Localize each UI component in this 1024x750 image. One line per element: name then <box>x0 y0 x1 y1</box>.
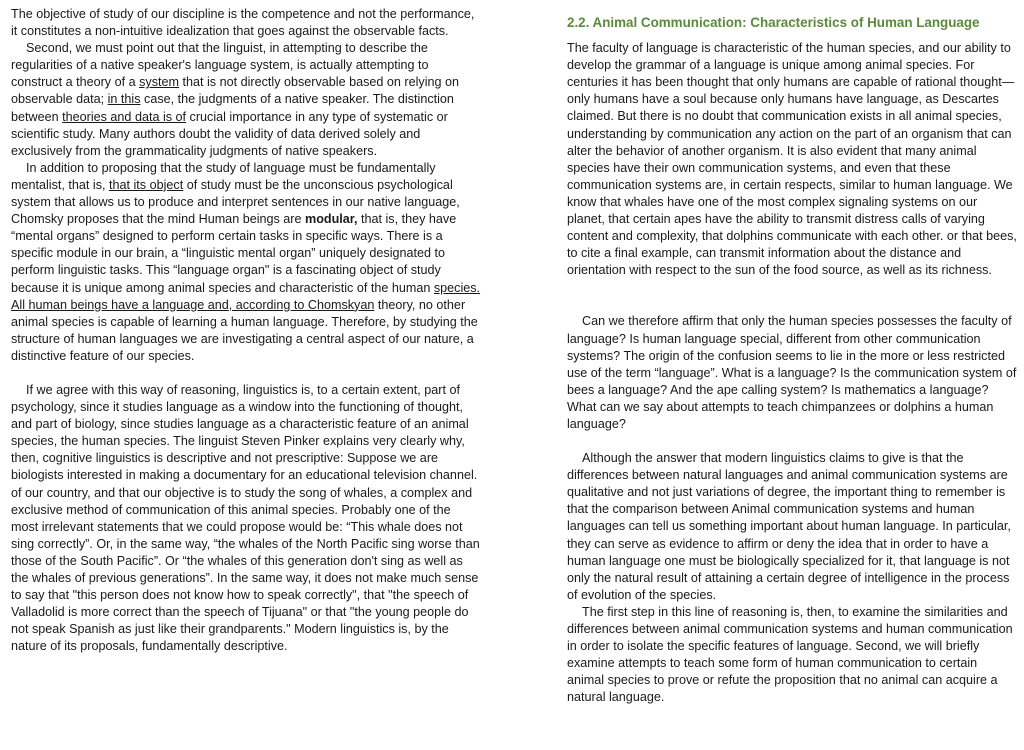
underlined-text: theories and data is of <box>62 109 187 124</box>
underlined-text: that its object <box>109 177 184 192</box>
paragraph-faculty-of-language: The faculty of language is characteristic of the human species, and our ability to develop the grammar of a language is unique among animal species. For centuries it has been thought that only humans are capable of rational thought—only humans have a soul because only humans have language, as Descartes claimed. But there is no doubt that communication exists in all animal species, understanding by communication any action on the part of an organism that can alter the behavior of another organism. It is also evident that many animal species have their own communication systems, and even that these communication systems are, in certain respects, similar to human language. We know that whales have one of the most complex signaling systems on our planet, that certain apes have the ability to transmit distress calls of varying content and complexity, that dolphins communicate with each other. or that bees, to cite a final example, can transmit information about the distance and orientation with respect to the sun of the food source, as well as its richness. <box>567 41 1017 278</box>
underlined-text: system <box>139 75 179 90</box>
paragraph-mentalist <box>11 160 481 365</box>
right-column <box>567 6 1017 706</box>
text-segment: case, the judgments of a native speaker. The distinction between <box>11 92 454 124</box>
text-segment: that is, they have “mental organs” designed to perform certain tasks in specific ways. There is a specific module in our brain, a “linguistic mental organ” uniquely designated to perform linguistic tasks. This “language organ" is a fascinating object of study because it is unique among animal species and characteristic of the human <box>11 212 457 295</box>
paragraph-competence: The objective of study of our discipline is the competence and not the performance, it constitutes a non-intuitive idealization that goes against the observable facts. <box>11 7 475 39</box>
paragraph-questions: Can we therefore affirm that only the human species possesses the faculty of language? Is human language special, different from other communication systems? The origin of the confusion seems to lie in the more or less restricted use of the term “language”. What is a language? Is the communication system of bees a language? And the ape calling system? Is mathematics a language? What can we say about attempts to teach chimpanzees or dolphins a human language? <box>567 314 1017 431</box>
text-segment: crucial importance in any type of systematic or scientific study. Many authors doubt the validity of data derived solely and exclusively from the grammaticality judgments of native speakers. <box>11 109 448 158</box>
text-segment: In addition to proposing that the study of language must be fundamentally mentalist, that is, <box>11 160 436 192</box>
underlined-text: in this <box>107 92 141 107</box>
left-column <box>11 6 481 655</box>
paragraph-first-step: The first step in this line of reasoning is, then, to examine the similarities and differences between animal communication systems and human communication in order to isolate the specific features of language. Second, we will briefly examine attempts to teach some form of human communication to certain animal species to prove or refute the proposition that no animal can acquire a natural language. <box>567 604 1013 705</box>
paragraph-descriptive-linguistics: If we agree with this way of reasoning, linguistics is, to a certain extent, part of psychology, since it studies language as a window into the functioning of thought, and part of biology, since studies language as a characteristic feature of an animal species, the human species. The linguist Steven Pinker explains very clearly why, then, cognitive linguistics is descriptive and not prescriptive: Suppose we are biologists interested in making a documentary for an educational television channel. of our country, and that our objective is to study the song of whales, a complex and exclusive method of communication of this animal species. Probably one of the most irrelevant statements that we could propose would be: “This whale does not sing correctly”. Or, in the same way, “the whales of the North Pacific sing worse than those of the South Pacific”. Or “the whales of this generation don't sing as well as the whales of previous generations”. In the same way, it does not make much sense to say that "this person does not know how to speak correctly", that "the speech of Valladolid is more correct than the speech of Tijuana" or that "the young people do not speak Spanish as just like their grandparents." Modern linguistics is, by the nature of its proposals, fundamentally descriptive. <box>11 382 480 654</box>
underlined-text: species. All human beings have a language and, according to Chomskyan <box>11 280 481 312</box>
text-segment: theory, no other animal species is capable of learning a human language. Therefore, by studying the structure of human languages we are investigating a central aspect of our nature, a distinctive feature of our species. <box>11 297 478 363</box>
paragraph-qualitative-differences: Although the answer that modern linguistics claims to give is that the differences between natural languages and animal communication systems are qualitative and not just variations of degree, the important thing to remember is that the comparison between Animal communication systems and human languages can tell us something important about human language. In particular, they can serve as evidence to affirm or deny the idea that in order to have a human language one must be biologically specialized for it, that language is not only the natural result of attaining a certain degree of intelligence in the process of evolution of the species. <box>567 451 1011 602</box>
text-segment: of study must be the unconscious psychological system that allows us to produce and interpret sentences in our native language, Chomsky proposes that the mind Human beings are <box>11 177 460 227</box>
bold-term-modular: modular, <box>305 212 358 227</box>
text-segment: that is not directly observable based on relying on observable data; <box>11 75 460 107</box>
paragraph-linguist-theory <box>11 40 481 160</box>
section-heading: 2.2. Animal Communication: Characteristics of Human Language <box>567 15 980 30</box>
text-segment: Second, we must point out that the linguist, in attempting to describe the regularities of a native speaker's language system, is actually attempting to construct a theory of a <box>11 41 429 90</box>
